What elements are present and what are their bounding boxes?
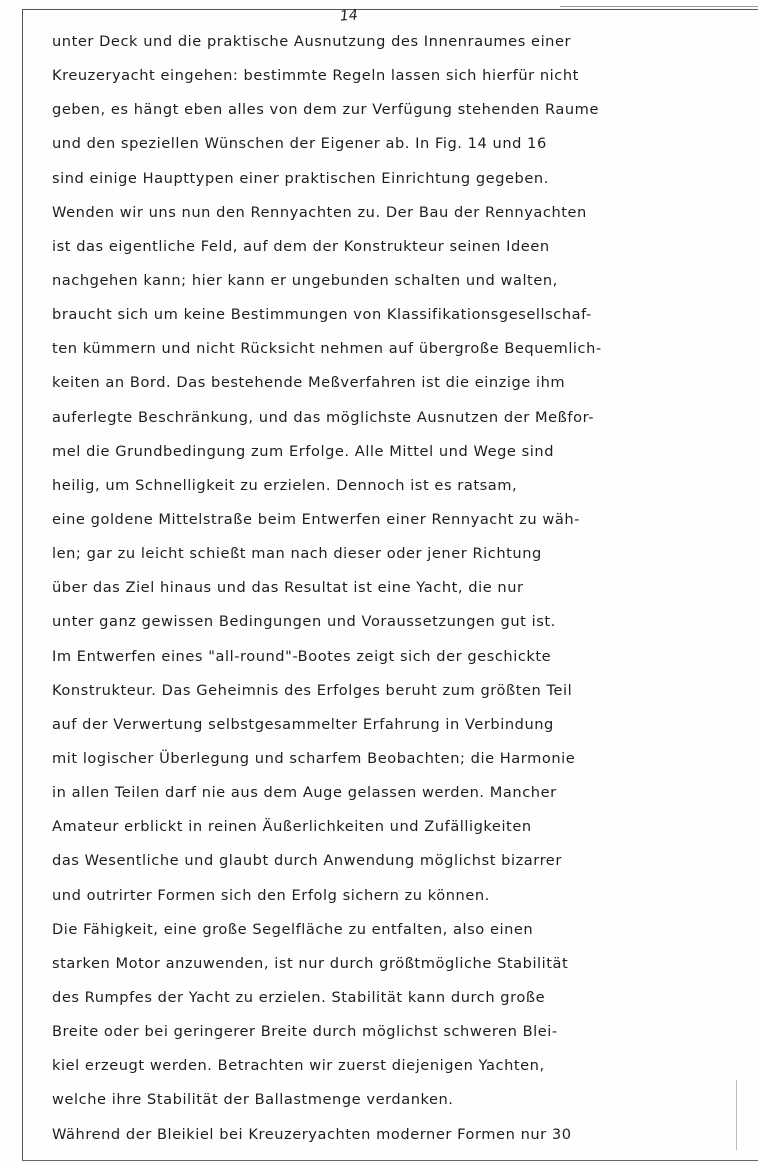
text-line: starken Motor anzuwenden, ist nur durch größtmögliche Stabilität: [52, 954, 569, 972]
text-line: Kreuzeryacht eingehen: bestimmte Regeln lassen sich hierfür nicht: [52, 67, 579, 85]
text-line: Wenden wir uns nun den Rennyachten zu. Der Bau der Rennyachten: [52, 203, 587, 221]
text-line: Im Entwerfen eines "all-round"-Bootes zeigt sich der geschickte: [52, 647, 552, 665]
text-line: unter Deck und die praktische Ausnutzung des Innenraumes einer: [52, 33, 572, 50]
text-line: über das Ziel hinaus und das Resultat ist eine Yacht, die nur: [52, 579, 524, 597]
text-line: auferlegte Beschränkung, und das möglichste Ausnutzen der Meßfor-: [52, 408, 595, 426]
text-line: Die Fähigkeit, eine große Segelfläche zu entfalten, also einen: [52, 920, 534, 938]
text-line: len; gar zu leicht schießt man nach dieser oder jener Richtung: [52, 545, 542, 563]
text-line: kiel erzeugt werden. Betrachten wir zuerst diejenigen Yachten,: [52, 1057, 545, 1075]
text-line: unter ganz gewissen Bedingungen und Voraussetzungen gut ist.: [52, 613, 556, 631]
text-line: auf der Verwertung selbstgesammelter Erfahrung in Verbindung: [52, 715, 554, 733]
text-line: nachgehen kann; hier kann er ungebunden schalten und walten,: [52, 271, 558, 289]
text-line: des Rumpfes der Yacht zu erzielen. Stabilität kann durch große: [52, 988, 546, 1006]
text-line: ist das eigentliche Feld, auf dem der Konstrukteur seinen Ideen: [52, 237, 550, 255]
text-line: keiten an Bord. Das bestehende Meßverfahren ist die einzige ihm: [52, 374, 566, 392]
text-line: in allen Teilen darf nie aus dem Auge gelassen werden. Mancher: [52, 784, 557, 802]
page-border-top-edge: [560, 6, 758, 7]
text-line: das Wesentliche und glaubt durch Anwendung möglichst bizarrer: [52, 852, 562, 870]
text-line: heilig, um Schnelligkeit zu erzielen. Dennoch ist es ratsam,: [52, 476, 518, 494]
text-line: Während der Bleikiel bei Kreuzeryachten moderner Formen nur 30: [52, 1125, 572, 1143]
text-line: mit logischer Überlegung und scharfem Beobachten; die Harmonie: [52, 749, 576, 767]
text-line: Konstrukteur. Das Geheimnis des Erfolges beruht zum größten Teil: [52, 681, 573, 699]
text-line: eine goldene Mittelstraße beim Entwerfen einer Rennyacht zu wäh-: [52, 510, 580, 528]
page-number: 14: [339, 7, 359, 25]
text-line: und den speziellen Wünschen der Eigener ab. In Fig. 14 und 16: [52, 135, 547, 153]
text-line: ten kümmern und nicht Rücksicht nehmen auf übergroße Bequemlich-: [52, 340, 602, 358]
page-border-bottom: [22, 1160, 758, 1161]
text-line: welche ihre Stabilität der Ballastmenge verdanken.: [52, 1091, 454, 1109]
page-border-left: [22, 9, 23, 1161]
text-line: braucht sich um keine Bestimmungen von Klassifikationsgesellschaf-: [52, 306, 592, 324]
text-line: mel die Grundbedingung zum Erfolge. Alle Mittel und Wege sind: [52, 442, 555, 460]
text-line: Amateur erblickt in reinen Äußerlichkeiten und Zufälligkeiten: [52, 818, 532, 836]
page-border-top: [22, 9, 758, 10]
text-line: Breite oder bei geringerer Breite durch möglichst schweren Blei-: [52, 1023, 558, 1041]
text-line: sind einige Haupttypen einer praktischen Einrichtung gegeben.: [52, 169, 549, 187]
text-line: geben, es hängt eben alles von dem zur Verfügung stehenden Raume: [52, 101, 599, 119]
body-text: [52, 25, 752, 1152]
text-line: und outrirter Formen sich den Erfolg sichern zu können.: [52, 886, 490, 904]
